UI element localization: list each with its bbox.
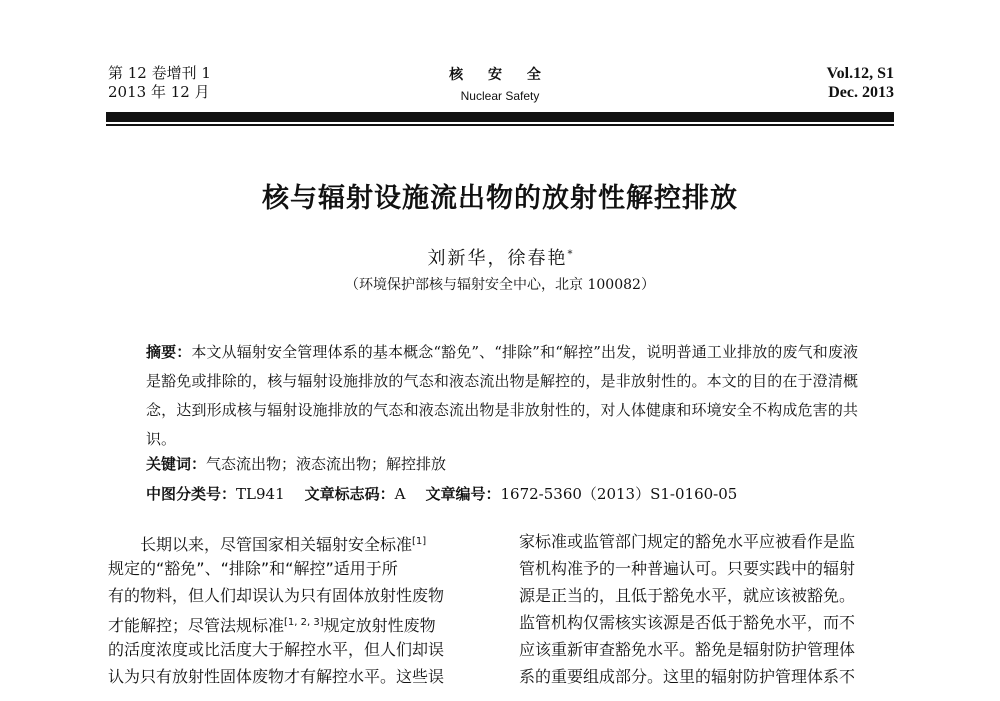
header-date-en: Dec. 2013	[828, 84, 894, 101]
body-line: 管机构准予的一种普遍认可。只要实践中的辐射	[519, 559, 856, 578]
doc-code-label: 文章标志码：	[304, 485, 395, 503]
journal-name-en: Nuclear Safety	[460, 89, 540, 103]
keywords	[146, 454, 446, 474]
body-line: 系的重要组成部分。这里的辐射防护管理体系不	[519, 667, 856, 686]
header-volume-en	[827, 64, 894, 102]
body-column-left	[108, 528, 483, 690]
author-mark: *	[567, 249, 573, 260]
paper-affiliation: （环境保护部核与辐射安全中心，北京 100082）	[345, 277, 655, 293]
body-line: 的活度浓度或比活度大于解控水平，但人们却误	[108, 640, 445, 659]
body-line: 长期以来，尽管国家相关辐射安全标准[1]	[140, 535, 427, 554]
keywords-text: 气态流出物；液态流出物；解控排放	[206, 455, 447, 473]
article-no-value: 1672-5360（2013）S1-0160-05	[500, 485, 738, 503]
header-rule-thin	[106, 124, 894, 126]
body-line: 监管机构仅需核实该源是否低于豁免水平，而不	[519, 613, 856, 632]
paper-authors	[0, 244, 1000, 270]
reference-mark: [1, 2, 3]	[284, 617, 324, 628]
author-names: 刘新华，徐春艳	[427, 248, 568, 269]
classification-line	[146, 484, 737, 504]
abstract	[146, 338, 858, 454]
body-line: 认为只有放射性固体废物才有解控水平。这些误	[108, 667, 445, 686]
body-line: 有的物料，但人们却误认为只有固体放射性废物	[108, 586, 445, 605]
reference-mark: [1]	[412, 536, 427, 547]
header-date: 2013 年 12 月	[108, 83, 210, 101]
body-column-right	[519, 528, 894, 690]
abstract-text: 本文从辐射安全管理体系的基本概念“豁免”、“排除”和“解控”出发，说明普通工业排放的废气和废液是豁免或排除的，核与辐射设施排放的气态和液态流出物是解控的，是非放射性的。本文的目的在于澄清概念，达到形成核与辐射设施排放的气态和液态流出物是非放射性的，对人体健康和环境安全不构成危害的共识。	[146, 343, 858, 448]
keywords-label: 关键词：	[146, 455, 207, 473]
body-line: 源是正当的，且低于豁免水平，就应该被豁免。	[519, 586, 856, 605]
body-line: 规定的“豁免”、“排除”和“解控”适用于所	[108, 559, 398, 578]
journal-name-cn: 核 安 全	[449, 67, 551, 83]
doc-code-value: A	[394, 485, 406, 503]
clc-label: 中图分类号：	[146, 485, 237, 503]
header-vol-en: Vol.12, S1	[826, 65, 894, 82]
body-line: 家标准或监管部门规定的豁免水平应被看作是监	[519, 532, 856, 551]
header-rule-thick	[106, 112, 894, 122]
header-volume-issue: 第 12 卷增刊 1	[108, 64, 211, 82]
clc-value: TL941	[236, 485, 285, 503]
abstract-label: 摘要：	[146, 343, 192, 361]
article-no-label: 文章编号：	[425, 485, 501, 503]
body-line: 才能解控；尽管法规标准[1, 2, 3]规定放射性废物	[108, 616, 436, 635]
body-line: 应该重新审查豁免水平。豁免是辐射防护管理体	[519, 640, 856, 659]
paper-title: 核与辐射设施流出物的放射性解控排放	[262, 183, 738, 214]
